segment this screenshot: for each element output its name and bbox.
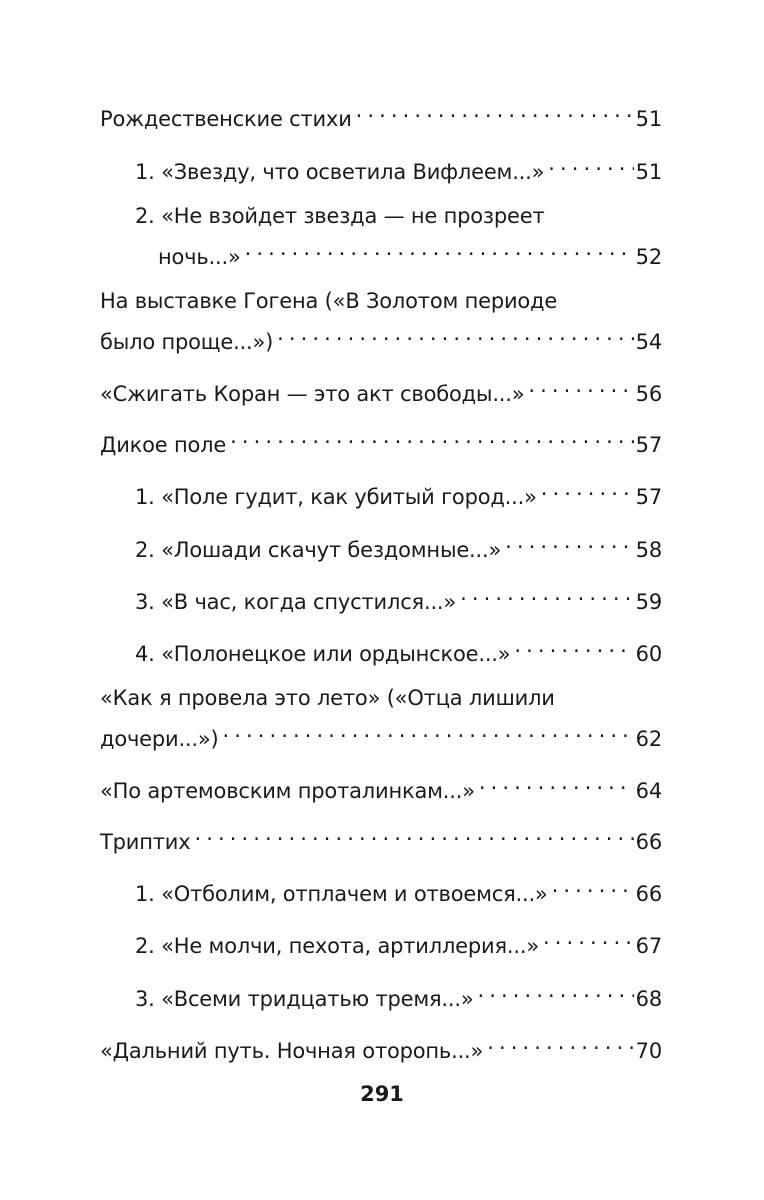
toc-entry bbox=[100, 285, 662, 354]
toc-entry-title: Дикое поле bbox=[100, 433, 227, 457]
toc-entry bbox=[100, 200, 662, 269]
toc-entry bbox=[100, 577, 662, 614]
toc-entry-title: Рождественские стихи bbox=[100, 107, 352, 131]
toc-entry-title: «Сжигать Коран — это акт свободы...» bbox=[100, 382, 525, 406]
toc-entry-title-continued: было проще...») bbox=[100, 330, 274, 354]
dot-leader bbox=[194, 817, 633, 849]
toc-entry bbox=[100, 921, 662, 958]
dot-leader bbox=[479, 766, 634, 798]
toc-entry-title: «Как я провела это лето» («Отца лишили bbox=[100, 686, 555, 710]
toc-page-number: 54 bbox=[635, 330, 662, 354]
dot-leader bbox=[514, 629, 633, 661]
page-number: 291 bbox=[360, 1082, 404, 1106]
toc-entry bbox=[100, 869, 662, 906]
toc-entry-title: 3. «В час, когда спустился...» bbox=[135, 590, 457, 614]
toc-entry bbox=[100, 629, 662, 666]
toc-entry-title: 2. «Не молчи, пехота, артиллерия...» bbox=[135, 934, 539, 958]
toc-page-number: 66 bbox=[635, 830, 662, 854]
toc-entry-title: 3. «Всеми тридцатью тремя...» bbox=[135, 987, 474, 1011]
toc-page-number: 51 bbox=[635, 107, 662, 131]
toc-entry-title-continued: дочери...») bbox=[100, 727, 219, 751]
toc-entry-title: «По артемовским проталинкам...» bbox=[100, 779, 475, 803]
dot-leader bbox=[552, 869, 634, 901]
dot-leader bbox=[245, 232, 634, 264]
toc-entry-title-continued: ночь...» bbox=[158, 245, 241, 269]
toc-entry bbox=[100, 766, 662, 803]
dot-leader bbox=[460, 577, 634, 609]
toc-page-number: 68 bbox=[635, 987, 662, 1011]
toc-page-number: 57 bbox=[635, 433, 662, 457]
toc-entry bbox=[100, 1026, 662, 1063]
dot-leader bbox=[543, 921, 634, 953]
toc-page-number: 52 bbox=[635, 245, 662, 269]
dot-leader bbox=[505, 525, 634, 557]
toc-page-number: 67 bbox=[635, 934, 662, 958]
toc-page-number: 58 bbox=[635, 538, 662, 562]
toc-page-number: 60 bbox=[635, 642, 662, 666]
toc-page-number: 70 bbox=[635, 1039, 662, 1063]
toc-entry-title: Триптих bbox=[100, 830, 191, 854]
toc-entry bbox=[100, 974, 662, 1011]
toc-entry bbox=[100, 420, 662, 457]
dot-leader bbox=[230, 420, 634, 452]
toc-entry bbox=[100, 817, 662, 854]
dot-leader bbox=[548, 147, 633, 179]
toc-entry bbox=[100, 369, 662, 406]
toc-page-number: 62 bbox=[635, 727, 662, 751]
toc-entry bbox=[100, 94, 662, 131]
toc-page-number: 66 bbox=[635, 882, 662, 906]
toc-entry-title: 1. «Звезду, что осветила Вифлеем...» bbox=[135, 160, 545, 184]
toc-entry-title: На выставке Гогена («В Золотом периоде bbox=[100, 289, 558, 313]
toc-entry-title: 1. «Поле гудит, как убитый город...» bbox=[135, 485, 537, 509]
table-of-contents bbox=[100, 0, 662, 1200]
toc-entry-title: 2. «Лошади скачут бездомные...» bbox=[135, 538, 502, 562]
toc-page-number: 64 bbox=[635, 779, 662, 803]
dot-leader bbox=[478, 974, 634, 1006]
toc-entry-title: 4. «Полонецкое или ордынское...» bbox=[135, 642, 511, 666]
toc-entry-title: «Дальний путь. Ночная оторопь...» bbox=[100, 1039, 484, 1063]
toc-page-number: 59 bbox=[635, 590, 662, 614]
toc-entry bbox=[100, 682, 662, 751]
toc-page-number: 56 bbox=[635, 382, 662, 406]
toc-entry-title: 2. «Не взойдет звезда — не прозреет bbox=[135, 204, 545, 228]
dot-leader bbox=[541, 472, 634, 504]
toc-page-number: 57 bbox=[635, 485, 662, 509]
toc-entry bbox=[100, 472, 662, 509]
dot-leader bbox=[223, 714, 634, 746]
dot-leader bbox=[528, 369, 633, 401]
dot-leader bbox=[487, 1026, 633, 1058]
dot-leader bbox=[356, 94, 634, 126]
toc-entry bbox=[100, 147, 662, 184]
toc-entry bbox=[100, 525, 662, 562]
toc-page-number: 51 bbox=[635, 160, 662, 184]
toc-entry-title: 1. «Отболим, отплачем и отвоемся...» bbox=[135, 882, 548, 906]
dot-leader bbox=[277, 317, 634, 349]
